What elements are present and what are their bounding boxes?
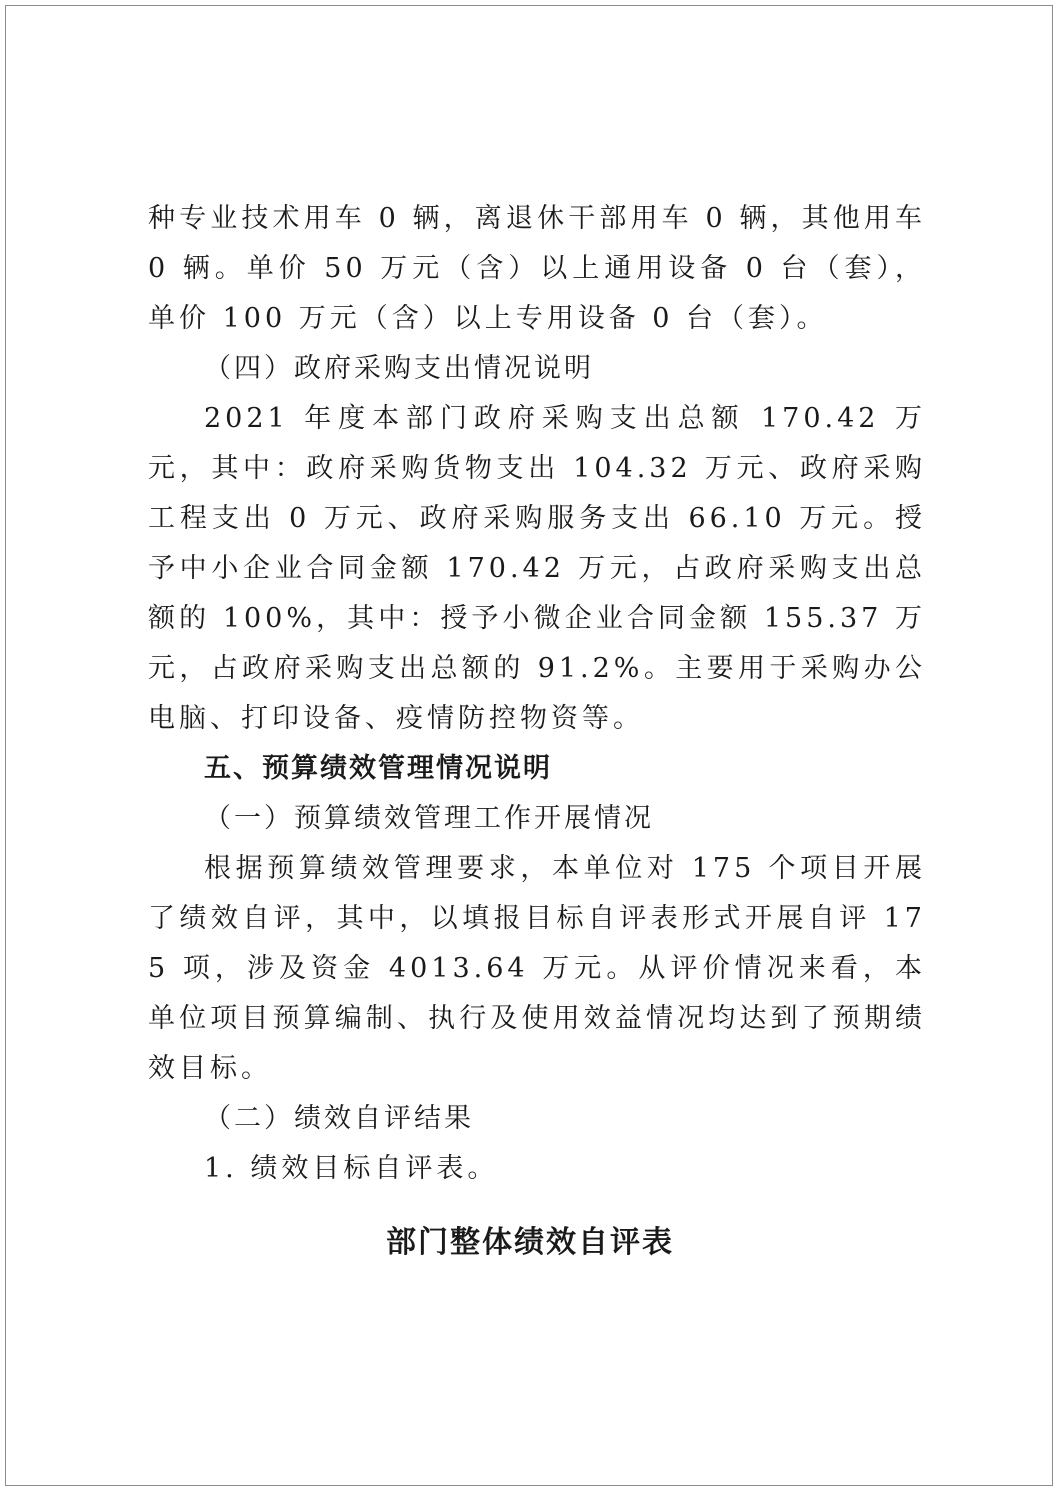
document-body: [148, 194, 926, 1194]
paragraph-vehicles-equipment: 种专业技术用车 0 辆，离退休干部用车 0 辆，其他用车 0 辆。单价 50 万元（含）以上通用设备 0 台（套），单价 100 万元（含）以上专用设备 0 台（套）。: [148, 203, 926, 334]
paragraph-gov-procurement: 2021 年度本部门政府采购支出总额 170.42 万元，其中：政府采购货物支出 104.32 万元、政府采购工程支出 0 万元、政府采购服务支出 66.10 万元。授予中小企业合同金额 170.42 万元，占政府采购支出总额的 100%，其中：授予小微企业合同金额 155.37 万元，占政府采购支出总额的 91.2%。主要用于采购办公电脑、打印设备、疫情防控物资等。: [148, 403, 926, 734]
heading-self-evaluation-results: （二）绩效自评结果: [204, 1103, 474, 1134]
heading-budget-performance: 五、预算绩效管理情况说明: [204, 753, 552, 784]
heading-performance-work: （一）预算绩效管理工作开展情况: [204, 803, 654, 834]
table-title: 部门整体绩效自评表: [386, 1225, 674, 1260]
heading-gov-procurement: （四）政府采购支出情况说明: [204, 353, 594, 384]
paragraph-performance-work: 根据预算绩效管理要求，本单位对 175 个项目开展了绩效自评，其中，以填报目标自评表形式开展自评 175 项，涉及资金 4013.64 万元。从评价情况来看，本单位项目预算编制、执行及使用效益情况均达到了预期绩效目标。: [148, 853, 926, 1084]
list-item-self-evaluation-table: 1. 绩效目标自评表。: [204, 1153, 499, 1184]
